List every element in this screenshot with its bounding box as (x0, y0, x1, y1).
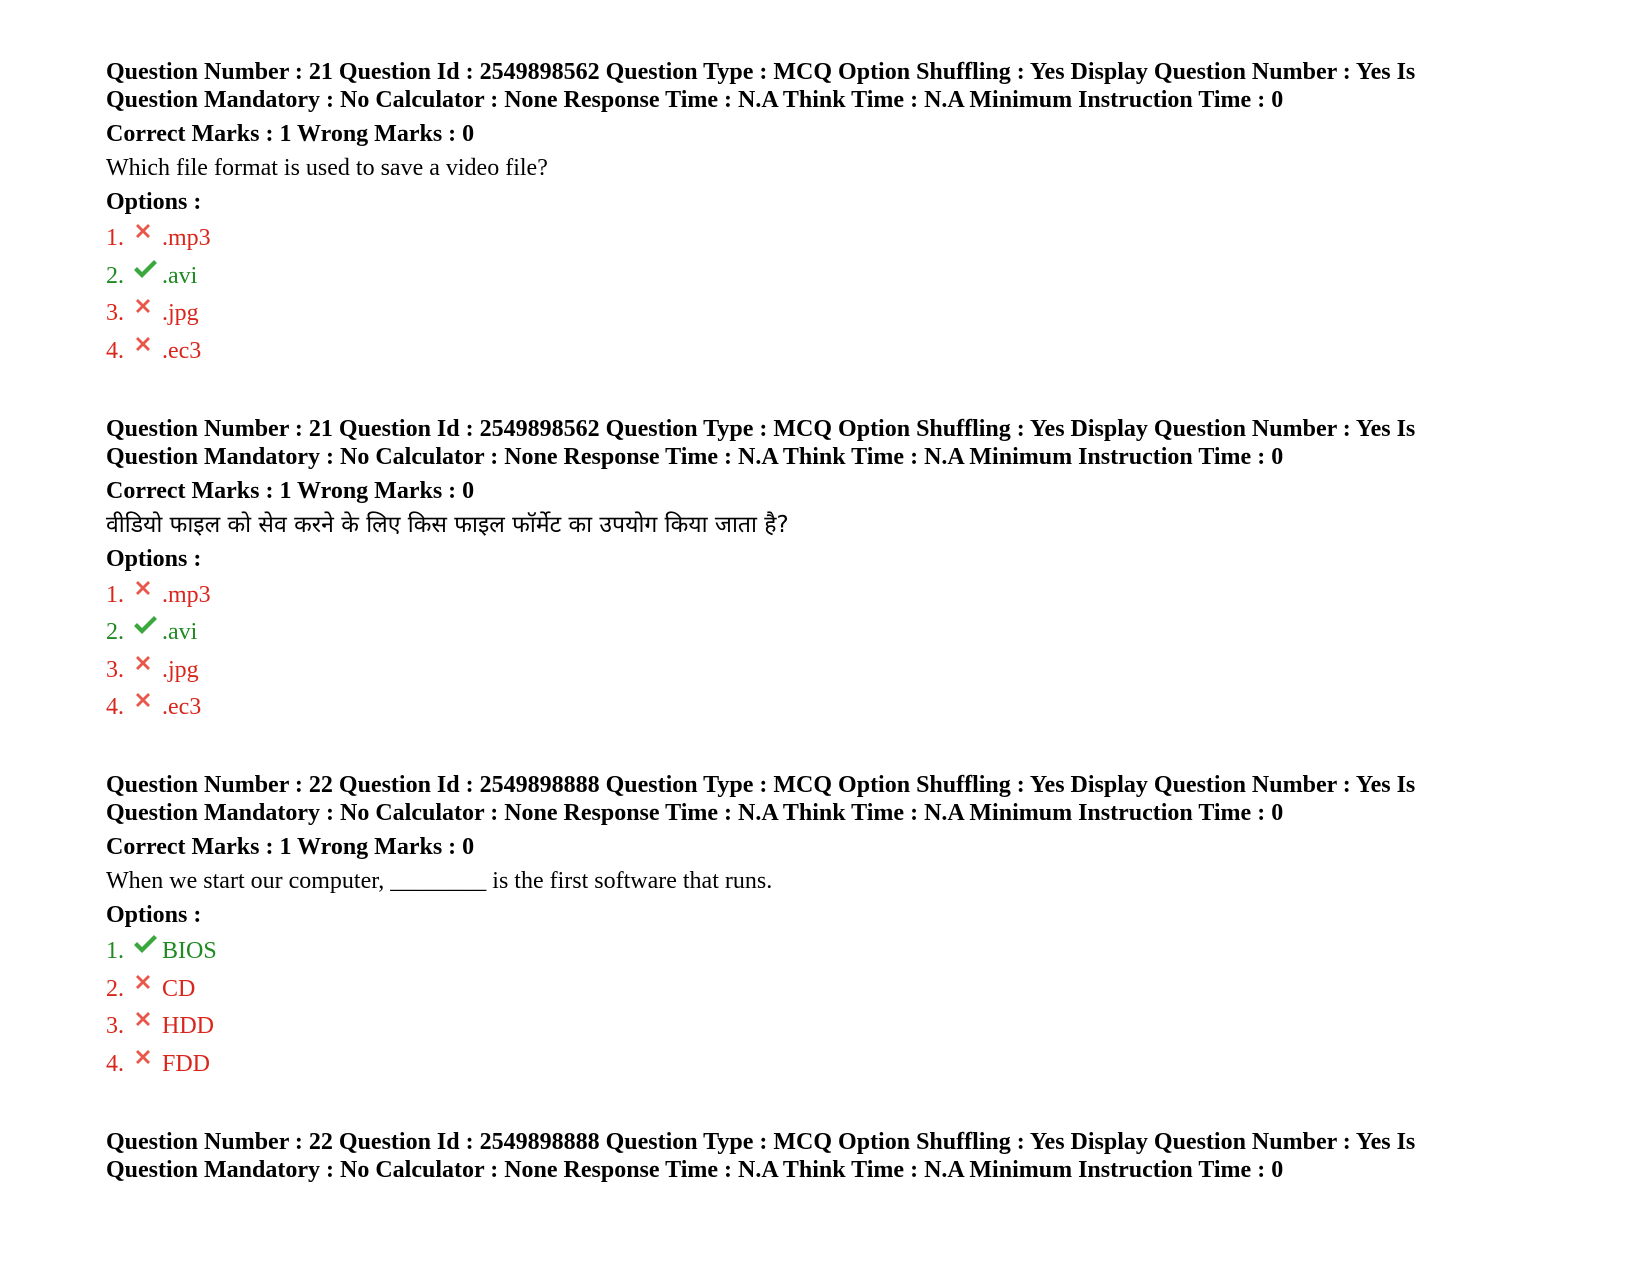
question-marks: Correct Marks : 1 Wrong Marks : 0 (106, 121, 475, 147)
question-marks: Correct Marks : 1 Wrong Marks : 0 (106, 834, 475, 860)
cross-icon (132, 689, 162, 713)
cross-icon (132, 1046, 162, 1070)
question-meta-line-2: Question Mandatory : No Calculator : None Response Time : N.A Think Time : N.A Minimum Instruction Time : 0 (106, 800, 1284, 826)
options-list (106, 224, 1566, 367)
options-label: Options : (106, 189, 202, 215)
option-number: 2. (106, 619, 124, 645)
question-text: वीडियो फाइल को सेव करने के लिए किस फाइल फॉर्मेट का उपयोग किया जाता है? (106, 511, 789, 538)
question-meta (106, 771, 1566, 827)
cross-icon (132, 333, 162, 357)
options-list (106, 581, 1566, 724)
cross-icon (132, 652, 162, 676)
option-item (106, 656, 1566, 686)
option-text: .jpg (162, 300, 199, 326)
cross-icon (132, 971, 162, 995)
option-item (106, 224, 1566, 254)
option-item (106, 299, 1566, 329)
question-block (106, 415, 1566, 724)
check-icon (132, 614, 162, 638)
question-meta-line-2: Question Mandatory : No Calculator : None Response Time : N.A Think Time : N.A Minimum Instruction Time : 0 (106, 443, 1284, 470)
check-icon (132, 258, 162, 282)
options-list (106, 937, 1566, 1080)
question-meta (106, 1128, 1566, 1184)
cross-icon (132, 1008, 162, 1032)
check-icon (132, 933, 162, 957)
option-text: .mp3 (162, 581, 211, 608)
question-meta-line-1: Question Number : 22 Question Id : 2549898888 Question Type : MCQ Option Shuffling : Yes Display Question Number : Yes Is (106, 1128, 1416, 1155)
option-text: HDD (162, 1013, 214, 1039)
option-number: 2. (106, 975, 124, 1002)
option-number: 1. (106, 938, 124, 964)
option-item (106, 975, 1566, 1005)
question-text: When we start our computer, ________ is the first software that runs. (106, 868, 773, 894)
question-meta (106, 415, 1566, 471)
option-item (106, 1050, 1566, 1080)
cross-icon (132, 295, 162, 319)
question-meta-line-1: Question Number : 21 Question Id : 2549898562 Question Type : MCQ Option Shuffling : Yes Display Question Number : Yes Is (106, 415, 1416, 442)
option-number: 3. (106, 656, 124, 683)
option-number: 4. (106, 337, 124, 364)
option-text: FDD (162, 1050, 211, 1077)
cross-icon (132, 577, 162, 601)
option-text: CD (162, 975, 196, 1002)
option-text: .mp3 (162, 225, 211, 251)
option-number: 4. (106, 1050, 124, 1077)
option-text: .ec3 (162, 694, 202, 720)
question-block (106, 1128, 1566, 1184)
question-marks: Correct Marks : 1 Wrong Marks : 0 (106, 477, 475, 504)
option-item (106, 337, 1566, 367)
question-meta-line-2: Question Mandatory : No Calculator : None Response Time : N.A Think Time : N.A Minimum Instruction Time : 0 (106, 1156, 1284, 1183)
question-block (106, 771, 1566, 1080)
option-number: 4. (106, 694, 124, 720)
option-number: 3. (106, 300, 124, 326)
question-meta (106, 58, 1566, 114)
option-item (106, 1012, 1566, 1042)
option-item (106, 262, 1566, 292)
option-text: BIOS (162, 938, 217, 964)
options-label: Options : (106, 545, 202, 572)
option-text: .avi (162, 619, 198, 645)
option-item (106, 618, 1566, 648)
option-item (106, 937, 1566, 967)
question-block (106, 58, 1566, 367)
question-paper (106, 58, 1566, 1232)
option-item (106, 581, 1566, 611)
option-text: .ec3 (162, 337, 202, 364)
question-meta-line-1: Question Number : 21 Question Id : 2549898562 Question Type : MCQ Option Shuffling : Yes Display Question Number : Yes Is (106, 59, 1416, 85)
option-number: 1. (106, 581, 124, 608)
option-number: 1. (106, 225, 124, 251)
option-item (106, 693, 1566, 723)
question-meta-line-1: Question Number : 22 Question Id : 2549898888 Question Type : MCQ Option Shuffling : Yes Display Question Number : Yes Is (106, 772, 1416, 798)
option-number: 2. (106, 262, 124, 289)
question-text: Which file format is used to save a video file? (106, 155, 548, 181)
option-text: .avi (162, 262, 198, 289)
question-meta-line-2: Question Mandatory : No Calculator : None Response Time : N.A Think Time : N.A Minimum Instruction Time : 0 (106, 87, 1284, 113)
option-text: .jpg (162, 656, 199, 683)
option-number: 3. (106, 1013, 124, 1039)
options-label: Options : (106, 902, 202, 928)
cross-icon (132, 220, 162, 244)
